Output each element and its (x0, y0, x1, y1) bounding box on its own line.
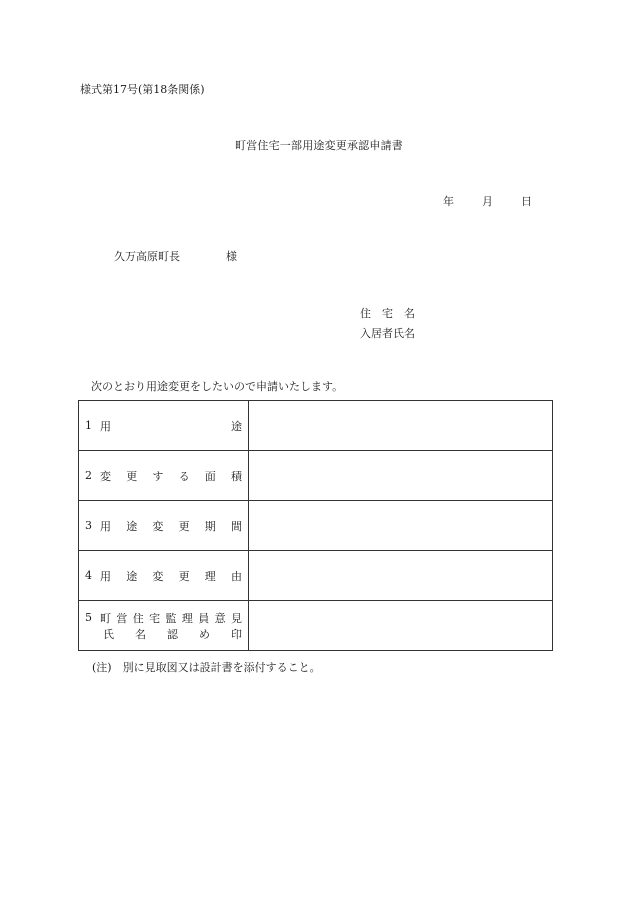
row-number: 3 (85, 519, 92, 532)
row-label: 用 途 (100, 419, 242, 433)
addressee-name: 久万高原町長 (114, 250, 180, 263)
housing-name-label: 住 宅 名 (360, 307, 415, 320)
row-label-cell (79, 451, 249, 501)
document-title: 町営住宅一部用途変更承認申請書 (235, 139, 403, 152)
row-label: 用 途 変 更 期 間 (100, 519, 242, 533)
table-row (79, 501, 553, 551)
intro-text: 次のとおり用途変更をしたいので申請いたします。 (91, 380, 344, 393)
row-value-field[interactable] (249, 501, 553, 551)
table-row (79, 551, 553, 601)
date-line (443, 193, 532, 209)
applicant-block (360, 305, 415, 345)
table-row (79, 401, 553, 451)
row-number: 5 (85, 611, 92, 624)
row-value-field[interactable] (249, 551, 553, 601)
table-row (79, 451, 553, 501)
date-month: 月 (482, 195, 493, 208)
row-label-cell (79, 601, 249, 651)
row-number: 1 (85, 419, 92, 432)
row-value-field[interactable] (249, 401, 553, 451)
date-year: 年 (443, 195, 454, 208)
addressee (114, 248, 237, 264)
addressee-honorific: 様 (226, 250, 237, 263)
row-label-cell (79, 501, 249, 551)
date-day: 日 (521, 195, 532, 208)
note-text: (注) 別に見取図又は設計書を添付すること。 (92, 661, 321, 674)
form-number: 様式第17号(第18条関係) (80, 83, 205, 96)
row-label-cell (79, 401, 249, 451)
row-label: 町 営 住 宅 監 理 員 意 見 (100, 611, 242, 625)
details-table (78, 400, 553, 651)
row-label: 用 途 変 更 理 由 (100, 569, 242, 583)
table-row (79, 601, 553, 651)
row-label-second: 氏 名 認 め 印 (103, 627, 242, 641)
row-value-field[interactable] (249, 601, 553, 651)
resident-name-label: 入居者氏名 (360, 327, 415, 340)
row-label-cell (79, 551, 249, 601)
row-number: 2 (85, 469, 92, 482)
row-value-field[interactable] (249, 451, 553, 501)
row-number: 4 (85, 569, 92, 582)
row-label: 変 更 す る 面 積 (100, 469, 242, 483)
